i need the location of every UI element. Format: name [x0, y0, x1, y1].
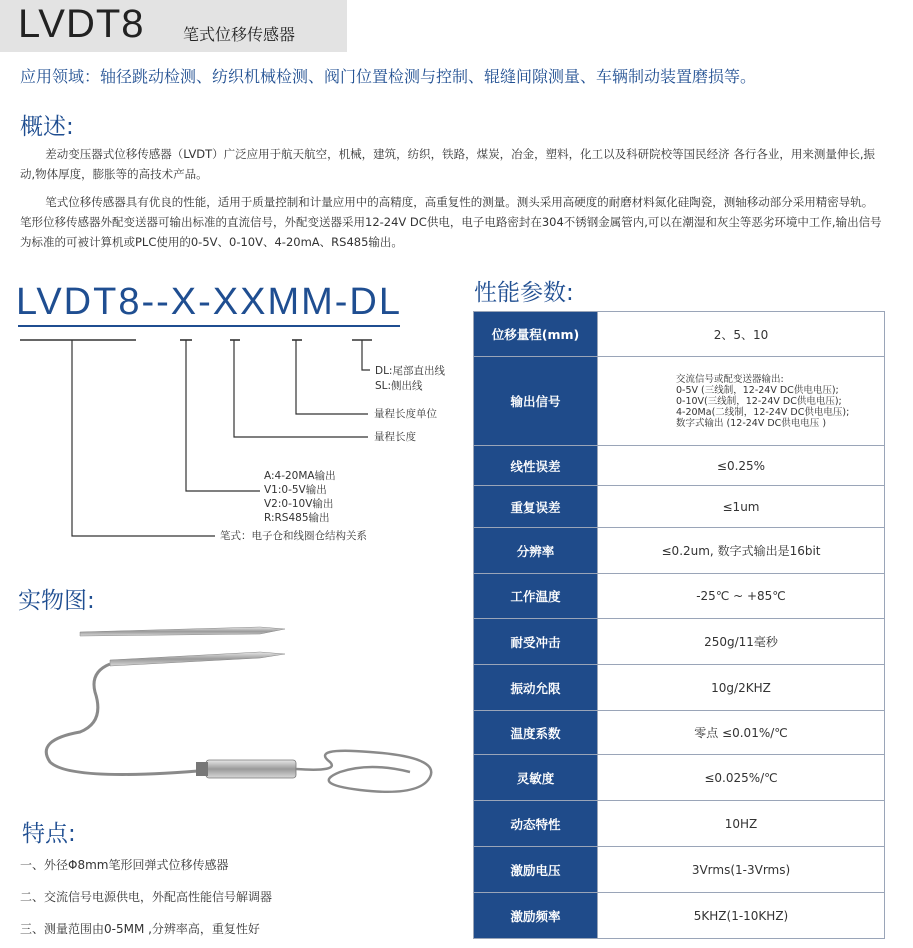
spec-key: 激励电压 — [474, 847, 598, 893]
photo-heading: 实物图: — [18, 588, 95, 614]
spec-row — [474, 528, 885, 574]
spec-value-output-signal — [598, 357, 885, 446]
overview-heading: 概述: — [20, 114, 74, 140]
spec-value: ≤0.25% — [598, 446, 885, 486]
spec-value: 5KHZ(1-10KHZ) — [598, 893, 885, 939]
spec-value: 10HZ — [598, 801, 885, 847]
spec-value: ≤1um — [598, 486, 885, 528]
spec-value: 零点 ≤0.01%/℃ — [598, 711, 885, 755]
label-dl: DL:尾部直出线 — [375, 365, 445, 377]
spec-value: 250g/11毫秒 — [598, 619, 885, 665]
spec-output-line: 数字式输出 (12-24V DC供电电压 ) — [676, 417, 827, 429]
output-cable-coil — [296, 751, 431, 792]
spec-key: 输出信号 — [474, 357, 598, 446]
spec-key: 线性误差 — [474, 446, 598, 486]
spec-value: 3Vrms(1-3Vrms) — [598, 847, 885, 893]
sensor-cable — [46, 664, 210, 775]
spec-row — [474, 357, 885, 446]
diagram-connector-lines — [0, 0, 460, 560]
transmitter-body — [206, 760, 296, 778]
spec-row — [474, 801, 885, 847]
product-photo — [10, 612, 450, 812]
features-heading: 特点: — [22, 821, 76, 847]
spec-row — [474, 574, 885, 619]
spec-row — [474, 619, 885, 665]
label-output-v1: V1:0-5V输出 — [264, 484, 327, 496]
label-range-length: 量程长度 — [374, 431, 416, 443]
spec-key: 重复误差 — [474, 486, 598, 528]
label-output-v2: V2:0-10V输出 — [264, 498, 334, 510]
label-sl: SL:侧出线 — [375, 380, 423, 392]
model-code: LVDT8--X-XXMM-DL — [16, 281, 402, 323]
label-output-r: R:RS485输出 — [264, 512, 330, 524]
spec-key: 工作温度 — [474, 574, 598, 619]
product-subtitle: 笔式位移传感器 — [183, 25, 296, 44]
spec-row — [474, 665, 885, 711]
label-output-a: A:4-20MA输出 — [264, 470, 336, 482]
probe-main — [110, 652, 285, 666]
spec-table — [473, 311, 885, 939]
specs-heading: 性能参数: — [474, 280, 574, 306]
overview-paragraph-2: 笔式位移传感器具有优良的性能，适用于质量控制和计量应用中的高精度，高重复性的测量。测头采用高硬度的耐磨材料氮化硅陶瓷，测轴移动部分采用精密导轨。笔形位移传感器外配变送器可输出标准的直流信号，外配变送器采用12-24V DC供电，电子电路密封在304不锈钢金属管内,可以在潮湿和灰尘等恶劣环境中工作,输出信号为标准的可被计算机或PLC使用的0-5V、0-10V、4-20mA、RS485输出。 — [20, 195, 882, 249]
spec-row — [474, 486, 885, 528]
spec-key: 激励频率 — [474, 893, 598, 939]
product-model-title: LVDT8 — [18, 2, 145, 46]
spec-key: 动态特性 — [474, 801, 598, 847]
spec-output-line: 4-20Ma(二线制，12-24V DC供电电压); — [676, 406, 850, 418]
probe-top — [80, 627, 285, 636]
overview-paragraph-1: 差动变压器式位移传感器（LVDT）广泛应用于航天航空，机械，建筑，纺织，铁路，煤炭，冶金，塑料，化工以及科研院校等国民经济 各行各业，用来测量伸长,振动,物体厚度，膨胀等的高技术产品。 — [20, 147, 875, 181]
spec-key: 耐受冲击 — [474, 619, 598, 665]
spec-row — [474, 755, 885, 801]
spec-row — [474, 711, 885, 755]
spec-row — [474, 446, 885, 486]
label-pen-structure: 笔式：电子仓和线圈仓结构关系 — [220, 530, 367, 542]
spec-key: 振动允限 — [474, 665, 598, 711]
spec-key: 灵敏度 — [474, 755, 598, 801]
spec-key: 温度系数 — [474, 711, 598, 755]
feature-item-1: 一、外径Φ8mm笔形回弹式位移传感器 — [20, 858, 229, 872]
spec-key: 分辨率 — [474, 528, 598, 574]
feature-item-2: 二、交流信号电源供电，外配高性能信号解调器 — [20, 890, 273, 904]
spec-output-line: 0-5V (三线制，12-24V DC供电电压); — [676, 384, 839, 396]
feature-item-3: 三、测量范围由0-5MM ,分辨率高，重复性好 — [20, 922, 260, 936]
spec-row — [474, 312, 885, 357]
application-line: 应用领域：轴径跳动检测、纺织机械检测、阀门位置检测与控制、辊缝间隙测量、车辆制动装置磨损等。 — [20, 67, 757, 86]
spec-value: ≤0.2um, 数字式输出是16bit — [598, 528, 885, 574]
transmitter-connector — [196, 762, 208, 776]
spec-key: 位移量程(mm) — [474, 312, 598, 357]
spec-row — [474, 893, 885, 939]
spec-value: 2、5、10 — [598, 312, 885, 357]
spec-value: -25℃ ~ +85℃ — [598, 574, 885, 619]
spec-output-line: 交流信号或配变送器输出: — [676, 373, 784, 385]
spec-output-line: 0-10V(三线制，12-24V DC供电电压); — [676, 395, 842, 407]
spec-value: 10g/2KHZ — [598, 665, 885, 711]
label-range-unit: 量程长度单位 — [374, 408, 437, 420]
spec-value: ≤0.025%/℃ — [598, 755, 885, 801]
spec-row — [474, 847, 885, 893]
